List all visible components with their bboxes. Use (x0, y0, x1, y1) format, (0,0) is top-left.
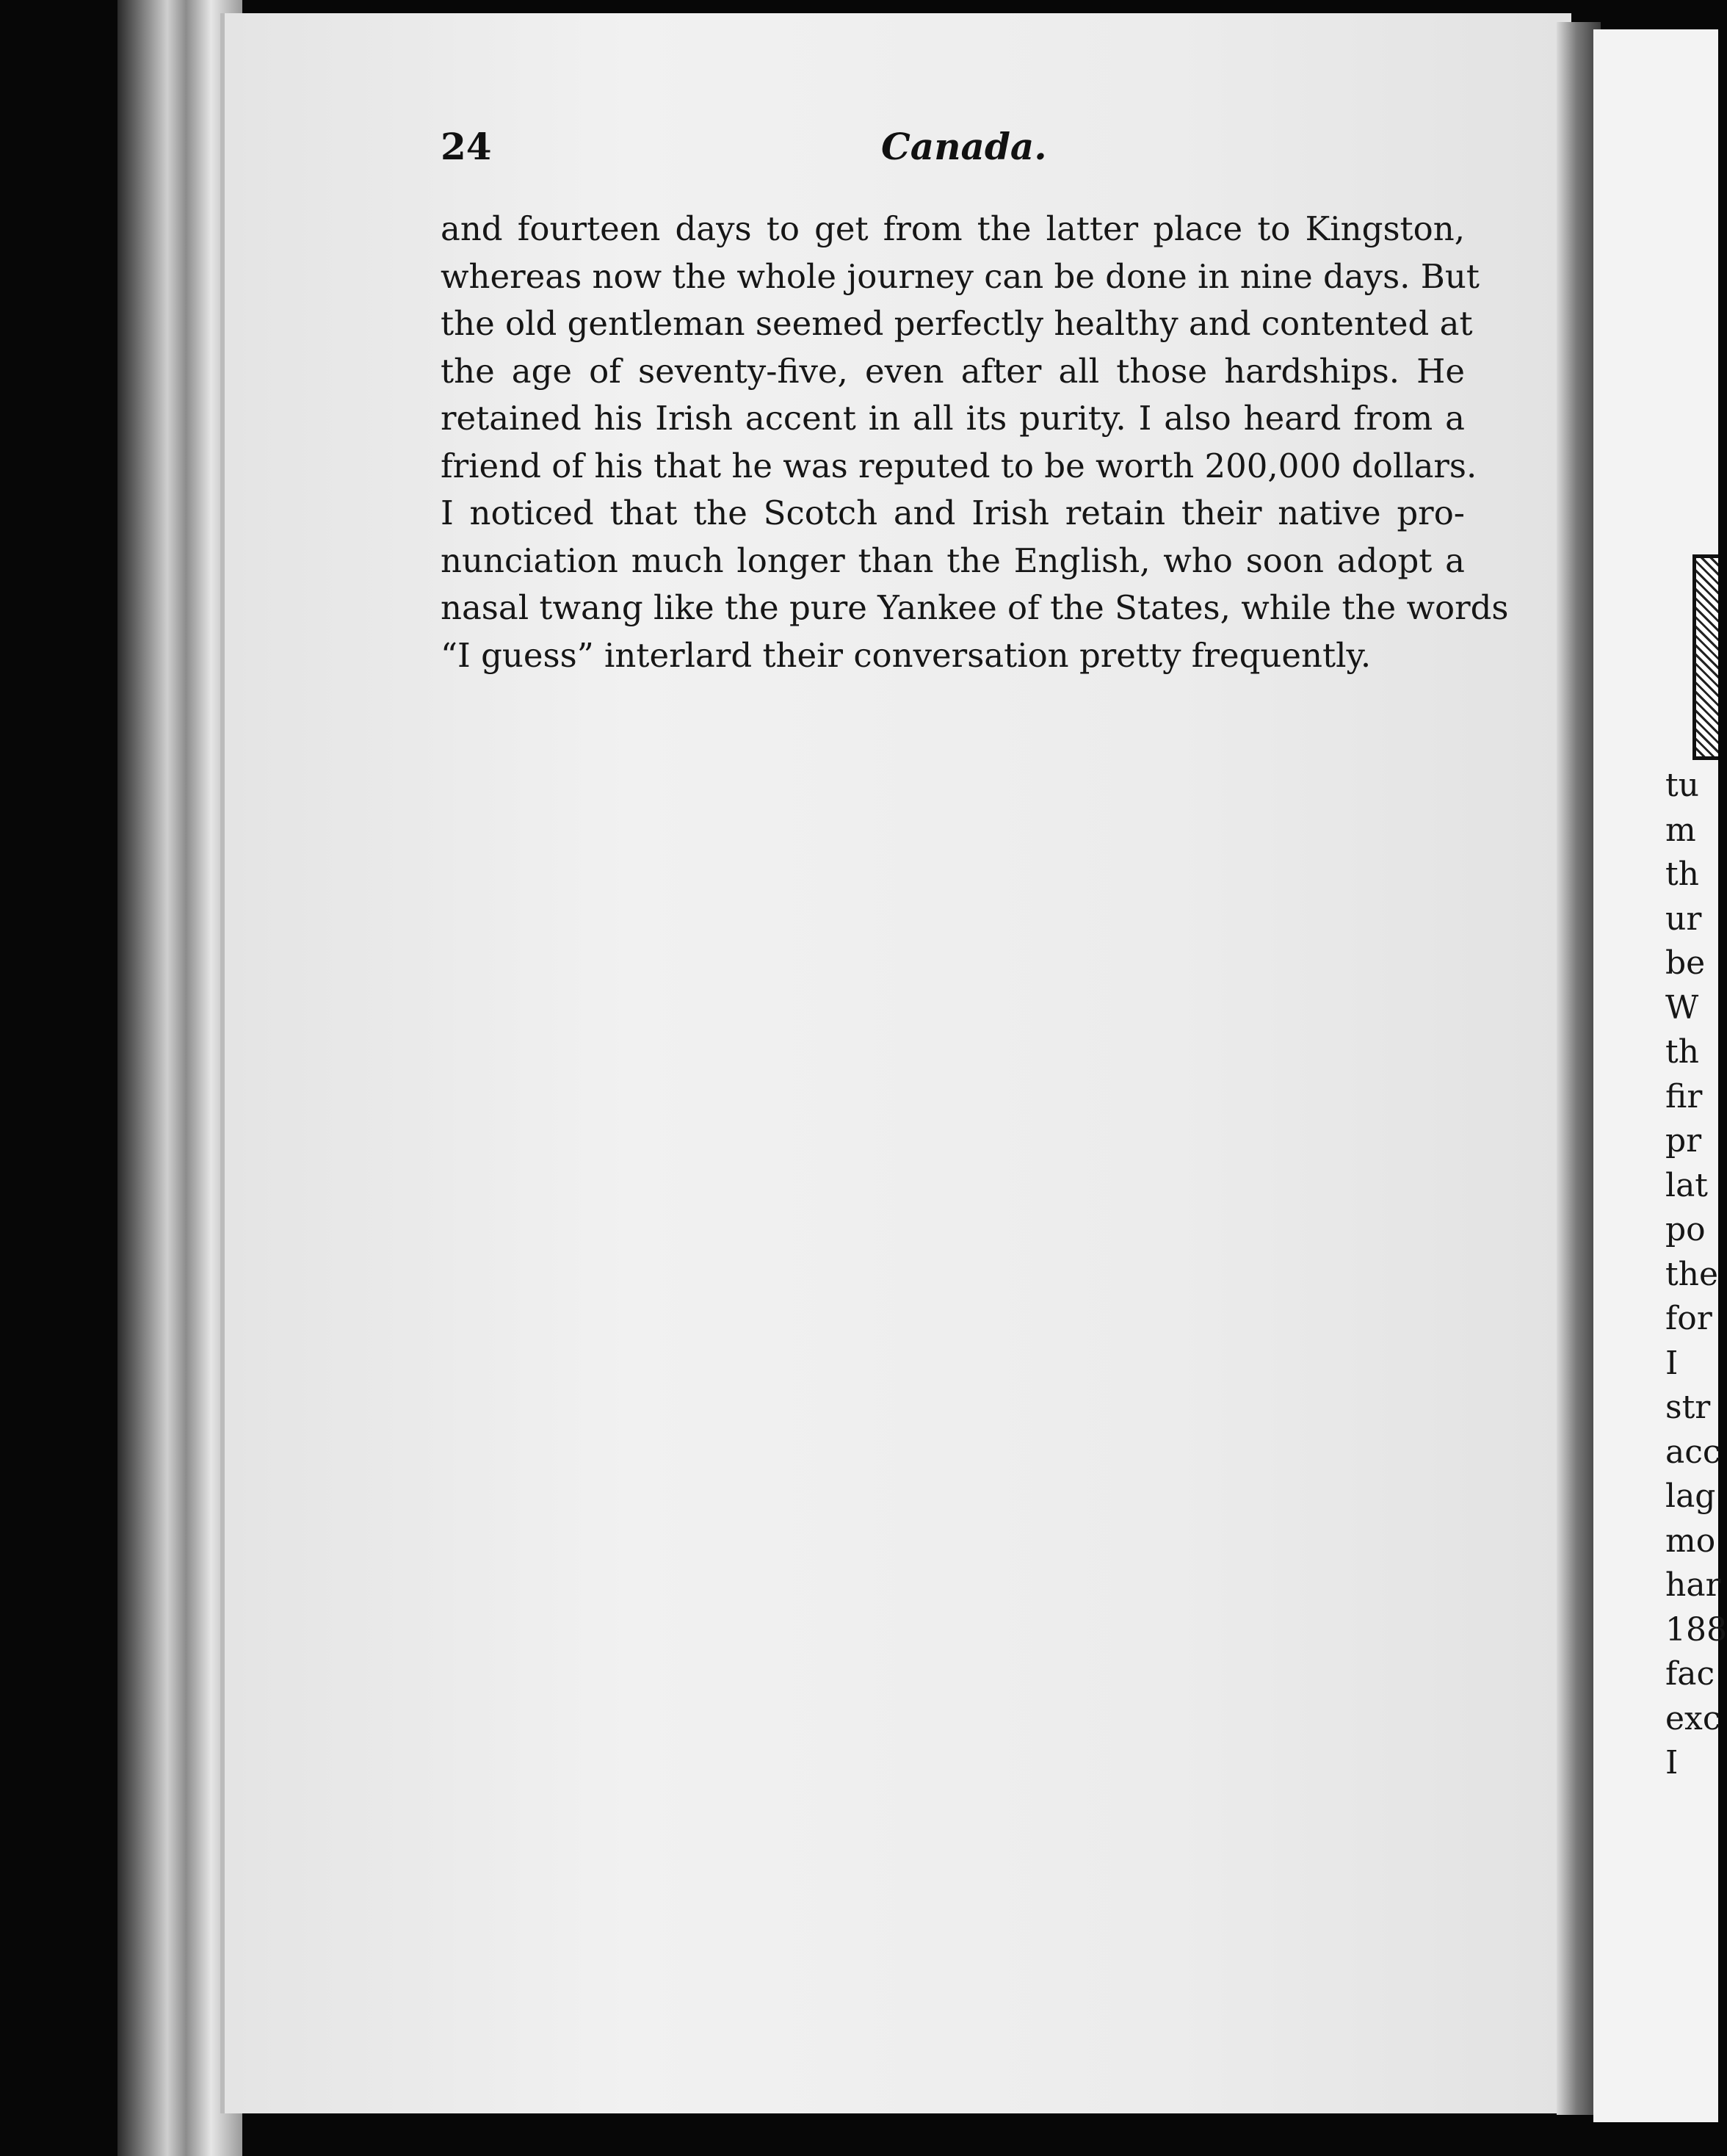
facing-line-fragment: th (1665, 1033, 1700, 1071)
facing-line-fragment: str (1665, 1389, 1711, 1426)
page-number: 24 (441, 125, 492, 168)
text-line: nunciation much longer than the English, who soon adopt a (441, 540, 1465, 580)
facing-line-fragment: lag (1665, 1477, 1716, 1515)
facing-page-text (1665, 764, 1727, 1786)
facing-line-fragment: fac (1665, 1655, 1715, 1693)
facing-line-fragment: po (1665, 1211, 1706, 1248)
text-line: “I guess” interlard their conversation pretty frequently. (441, 635, 1372, 675)
facing-line-fragment: th (1665, 855, 1700, 893)
text-line: the age of seventy-five, even after all those hardships. He (441, 351, 1465, 391)
facing-line-fragment: acc (1665, 1433, 1721, 1471)
text-line: friend of his that he was reputed to be worth 200,000 dollars. (441, 446, 1477, 485)
facing-line-fragment: mo (1665, 1522, 1716, 1560)
facing-line-fragment: for (1665, 1300, 1712, 1337)
facing-line-fragment: I (1665, 1344, 1679, 1382)
facing-line-fragment: the (1665, 1255, 1719, 1293)
facing-line-fragment: exc (1665, 1699, 1721, 1737)
text-line: retained his Irish accent in all its purity. I also heard from a (441, 399, 1465, 438)
facing-line-fragment: fir (1665, 1077, 1703, 1115)
facing-line-fragment: lat (1665, 1166, 1708, 1204)
text-line: whereas now the whole journey can be done in nine days. But (441, 256, 1480, 296)
text-line: the old gentleman seemed perfectly healthy and contented at (441, 304, 1473, 343)
facing-line-fragment: har (1665, 1566, 1721, 1604)
facing-line-fragment: be (1665, 944, 1706, 982)
facing-line-fragment: m (1665, 811, 1696, 849)
text-line: nasal twang like the pure Yankee of the States, while the words (441, 588, 1509, 627)
facing-line-fragment: 188 (1665, 1610, 1727, 1649)
facing-line-fragment: tu (1665, 767, 1700, 804)
facing-line-fragment: pr (1665, 1122, 1702, 1160)
text-line: I noticed that the Scotch and Irish retain their native pro- (441, 493, 1465, 532)
running-head (441, 125, 1469, 176)
facing-line-fragment: ur (1665, 900, 1702, 938)
facing-line-fragment: I (1665, 1744, 1679, 1781)
facing-line-fragment: W (1665, 988, 1699, 1027)
ornamental-initial-frame (1692, 554, 1718, 760)
body-text (441, 206, 1509, 679)
running-title: Canada. (881, 125, 1047, 168)
text-line: and fourteen days to get from the latter place to Kingston, (441, 209, 1465, 248)
